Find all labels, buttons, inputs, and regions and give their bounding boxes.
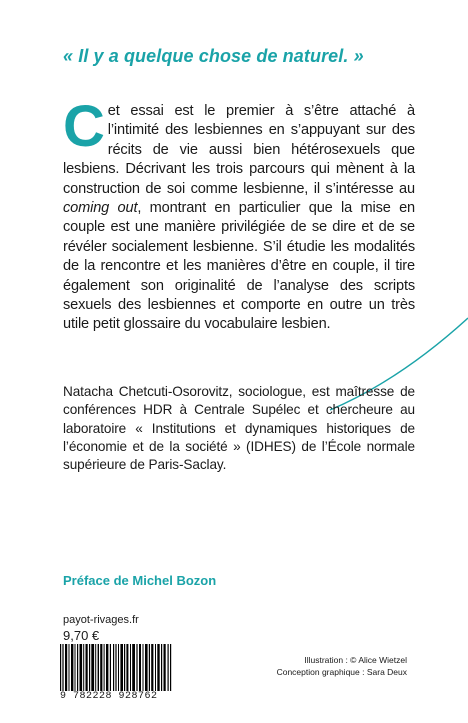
author-bio: Natacha Chetcuti-Osorovitz, sociologue, est maîtresse de conférences HDR à Centrale Supélec et chercheure au laboratoire « Institutions et dynamiques historiques de l’économie et de la société » (IDHES) de l’École normale supérieure de Paris-Saclay. [63,384,415,473]
dropcap-letter: C [63,94,105,159]
pull-quote: « Il y a quelque chose de naturel. » [63,46,364,66]
preface-credit: Préface de Michel Bozon [63,573,217,588]
credits-block [277,654,407,678]
price: 9,70 € [63,628,100,643]
summary-text-part1: et essai est le premier à s’être attaché à l’intimité des lesbiennes en s’appuyant sur des récits de vie aussi bien hétérosexuels que lesbiens. Décrivant les trois parcours qui mènent à la construction de soi comme lesbienne, il s’intéresse au [63,103,415,197]
barcode-number: 9 782228 928762 [60,691,176,702]
summary-paragraph [63,94,416,335]
publisher-website: payot-rivages.fr [63,614,139,626]
summary-text-part2: , montrant en particulier que la mise en couple est une manière privilégiée de se dire et de se révéler socialement lesbienne. S’il étudie les modalités de la rencontre et les manières d’être en couple, il tire également son originalité de l’analyse des scripts sexuels des lesbiennes et comporte en outre un très utile petit glossaire du vocabulaire lesbien. [63,200,416,333]
design-credit: Conception graphique : Sara Deux [276,667,407,677]
illustration-credit: Illustration : © Alice Wietzel [304,655,407,665]
summary-text-italic: coming out [63,200,138,217]
